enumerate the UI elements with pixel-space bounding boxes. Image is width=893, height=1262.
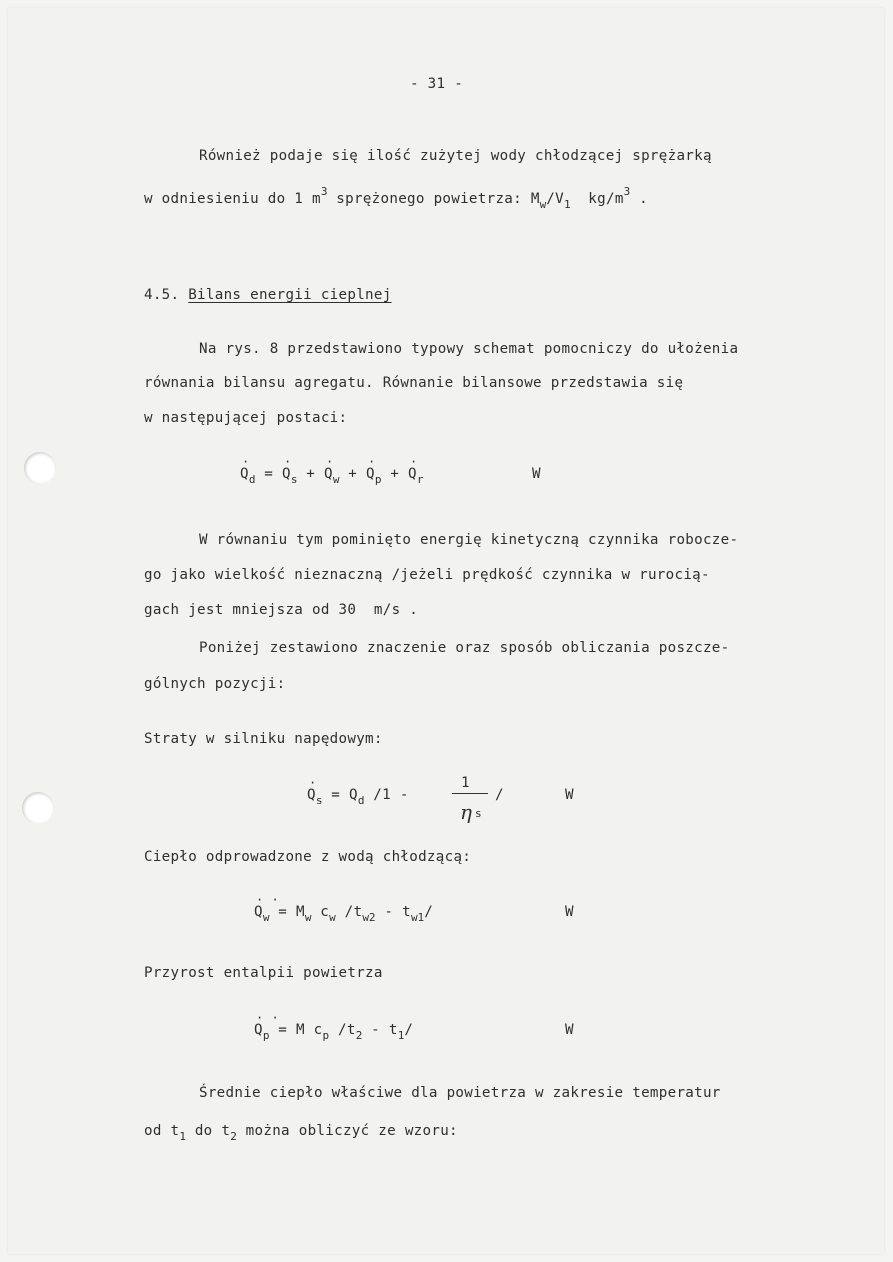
intro-line-2: w odniesieniu do 1 $m^3$ sprężonego powietrza: $M_w/V_1$ $kg/m^3$ .	[144, 185, 648, 211]
eq4-unit: W	[565, 1022, 574, 1038]
para2-line-2: go jako wielkość nieznaczną /jeżeli prędkość czynnika w rurocią-	[144, 567, 710, 583]
closing-line-2: od $t_1$ do $t_2$ można obliczyć ze wzoru:	[144, 1123, 458, 1143]
eq2-unit: W	[565, 787, 574, 803]
cooling-heat-equation: · $Q_w\cdot = M_w$ $c_w$ $/t_{w2} - t_{w1}/$	[254, 905, 433, 923]
para1-line-3: w następującej postaci:	[144, 410, 348, 426]
enthalpy-label: Przyrost entalpii powietrza	[144, 965, 383, 981]
punch-hole	[24, 452, 56, 484]
section-heading	[144, 288, 392, 302]
energy-balance-equation: · $Q_d$ = · $Q_s$ + · $Q_w$ + · $Q_p$ + · $Q_r$	[240, 467, 423, 485]
eq1-unit: W	[532, 466, 541, 482]
fraction-numerator: 1	[461, 775, 470, 791]
section-title: Bilans energii cieplnej	[188, 287, 392, 303]
motor-losses-label: Straty w silniku napędowym:	[144, 731, 383, 747]
page-number: - 31 -	[410, 76, 464, 92]
eq2-close: /	[495, 787, 504, 803]
para1-line-1: Na rys. 8 przedstawiono typowy schemat pomocniczy do ułożenia	[199, 341, 739, 357]
section-number: 4.5.	[144, 287, 180, 303]
para1-line-2: równania bilansu agregatu. Równanie bilansowe przedstawia się	[144, 375, 684, 391]
para2-line-1: W równaniu tym pominięto energię kinetyczną czynnika roboczе-	[199, 532, 739, 548]
para3-line-2: gólnych pozycji:	[144, 676, 286, 692]
para3-line-1: Poniżej zestawiono znaczenie oraz sposób obliczania poszcze-	[199, 640, 730, 656]
efficiency-eta-symbol: η	[460, 800, 472, 824]
motor-losses-equation: · $Q_s = Q_d$ /1 -	[307, 788, 418, 806]
fraction-bar	[452, 793, 488, 794]
eq3-unit: W	[565, 904, 574, 920]
cooling-heat-label: Ciepło odprowadzone z wodą chłodzącą:	[144, 849, 472, 865]
closing-line-1: Średnie ciepło właściwe dla powietrza w zakresie temperatur	[199, 1085, 721, 1101]
para2-line-3: gach jest mniejsza od 30 m/s .	[144, 602, 419, 618]
enthalpy-equation: · $Q_p\cdot = M$ $c_p$ $/t_2 - t_1/$	[254, 1023, 413, 1041]
punch-hole	[22, 792, 54, 824]
intro-line-1: Również podaje się ilość zużytej wody chłodzącej sprężarką	[199, 148, 712, 164]
eta-subscript: s	[475, 807, 482, 820]
